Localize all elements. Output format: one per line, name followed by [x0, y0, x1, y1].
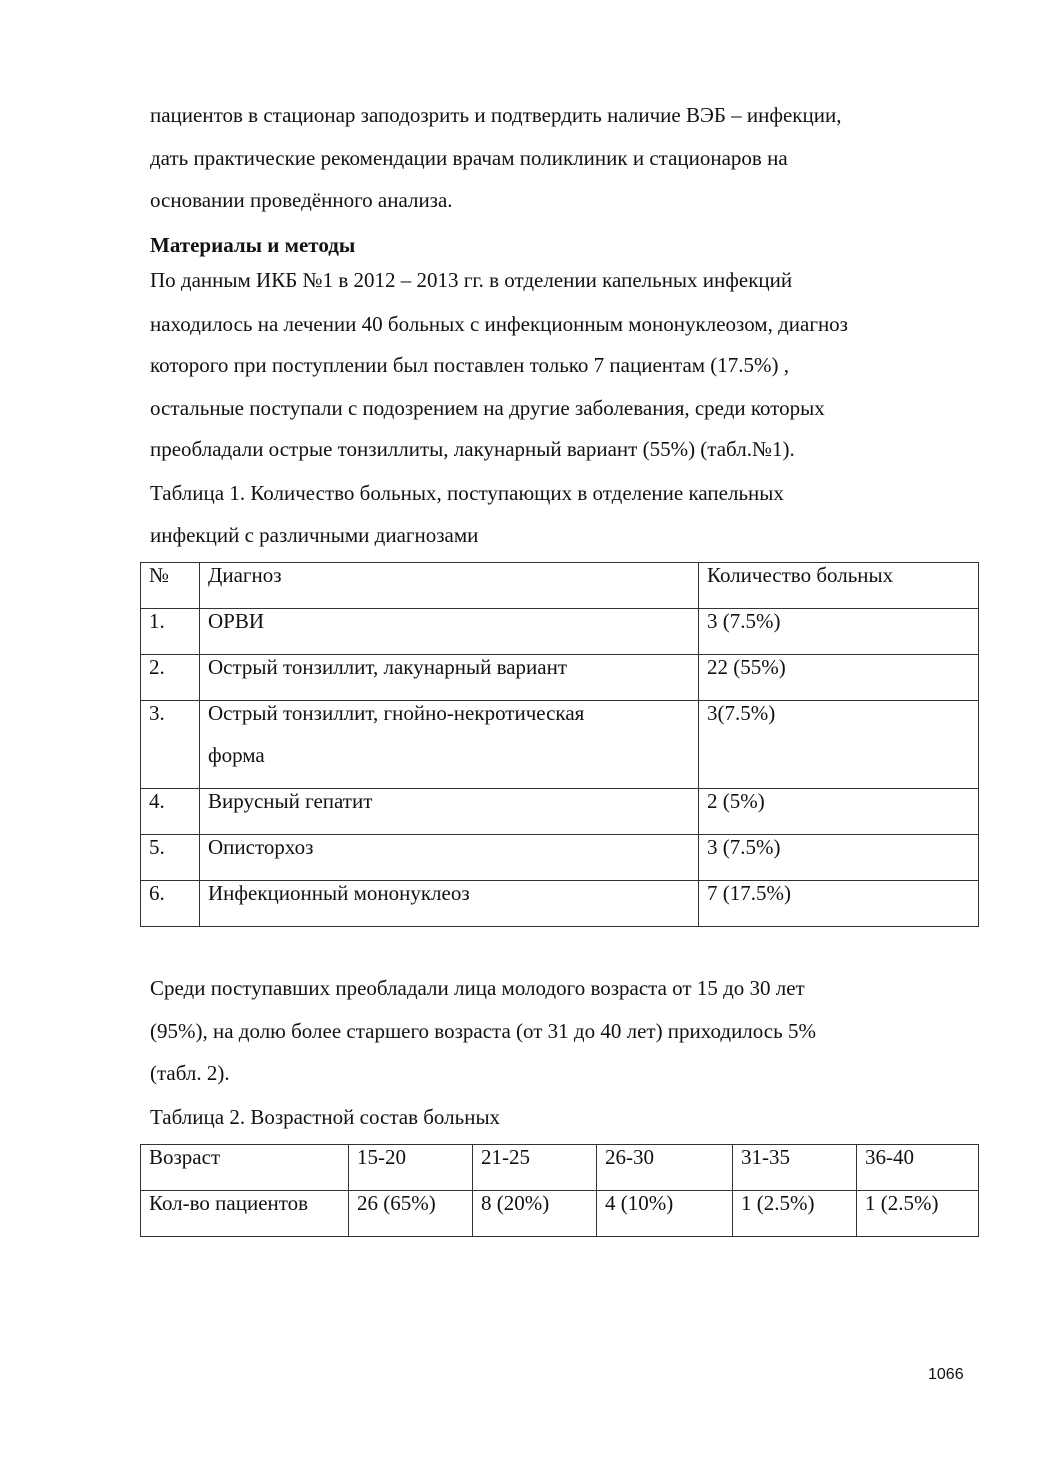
row-diagnosis — [200, 701, 699, 789]
age-data-cell: 4 (10%) — [597, 1191, 733, 1237]
intro-line: основании проведённого анализа. — [150, 188, 453, 212]
methods-line: находилось на лечении 40 больных с инфекционным мононуклеозом, диагноз — [150, 312, 848, 336]
row-diagnosis-line: Острый тонзиллит, гнойно-некротическая — [208, 701, 585, 725]
age-header-cell: 15-20 — [349, 1145, 473, 1191]
table-row — [141, 701, 979, 789]
row-diagnosis: ОРВИ — [200, 609, 699, 655]
row-count: 2 (5%) — [699, 789, 979, 835]
row-count: 3 (7.5%) — [699, 609, 979, 655]
row-diagnosis: Острый тонзиллит, лакунарный вариант — [200, 655, 699, 701]
age-data-cell: 1 (2.5%) — [857, 1191, 979, 1237]
age-header-cell: 26-30 — [597, 1145, 733, 1191]
age-header-cell: 21-25 — [473, 1145, 597, 1191]
methods-line: остальные поступали с подозрением на другие заболевания, среди которых — [150, 396, 825, 420]
age-data-cell: 1 (2.5%) — [733, 1191, 857, 1237]
table-row — [141, 835, 979, 881]
table1-caption-line: Таблица 1. Количество больных, поступающих в отделение капельных — [150, 481, 784, 505]
row-count: 7 (17.5%) — [699, 881, 979, 927]
age-line: (95%), на долю более старшего возраста (от 31 до 40 лет) приходилось 5% — [150, 1019, 816, 1043]
header-cell-number: № — [141, 563, 200, 609]
intro-line: дать практические рекомендации врачам поликлиник и стационаров на — [150, 146, 788, 170]
row-number: 2. — [141, 655, 200, 701]
age-header-cell: Возраст — [141, 1145, 349, 1191]
table1-caption-line: инфекций с различными диагнозами — [150, 523, 479, 547]
age-line: Среди поступавших преобладали лица молодого возраста от 15 до 30 лет — [150, 976, 805, 1000]
row-number: 6. — [141, 881, 200, 927]
row-count: 22 (55%) — [699, 655, 979, 701]
methods-line: преобладали острые тонзиллиты, лакунарный вариант (55%) (табл.№1). — [150, 437, 795, 461]
row-number: 5. — [141, 835, 200, 881]
age-data-cell: Кол-во пациентов — [141, 1191, 349, 1237]
row-number: 3. — [141, 701, 200, 789]
age-line: (табл. 2). — [150, 1061, 230, 1085]
methods-line: По данным ИКБ №1 в 2012 – 2013 гг. в отделении капельных инфекций — [150, 268, 793, 292]
section-heading: Материалы и методы — [150, 233, 356, 257]
table-header-row — [141, 563, 979, 609]
age-data-cell: 8 (20%) — [473, 1191, 597, 1237]
table-row — [141, 609, 979, 655]
table-row — [141, 789, 979, 835]
row-diagnosis: Вирусный гепатит — [200, 789, 699, 835]
age-header-cell: 31-35 — [733, 1145, 857, 1191]
page-number: 1066 — [928, 1366, 964, 1383]
age-header-cell: 36-40 — [857, 1145, 979, 1191]
row-count: 3(7.5%) — [699, 701, 979, 789]
row-number: 4. — [141, 789, 200, 835]
methods-line: которого при поступлении был поставлен только 7 пациентам (17.5%) , — [150, 353, 790, 377]
age-table — [140, 1144, 979, 1237]
row-count: 3 (7.5%) — [699, 835, 979, 881]
age-data-row — [141, 1191, 979, 1237]
table-row — [141, 655, 979, 701]
row-diagnosis-line: форма — [208, 743, 265, 767]
intro-line: пациентов в стационар заподозрить и подтвердить наличие ВЭБ – инфекции, — [150, 103, 842, 127]
table2-caption: Таблица 2. Возрастной состав больных — [150, 1105, 501, 1129]
table-row — [141, 881, 979, 927]
header-cell-diagnosis: Диагноз — [200, 563, 699, 609]
age-header-row — [141, 1145, 979, 1191]
diagnosis-table — [140, 562, 979, 927]
header-cell-count: Количество больных — [699, 563, 979, 609]
row-diagnosis: Инфекционный мононуклеоз — [200, 881, 699, 927]
row-number: 1. — [141, 609, 200, 655]
age-data-cell: 26 (65%) — [349, 1191, 473, 1237]
row-diagnosis: Описторхоз — [200, 835, 699, 881]
